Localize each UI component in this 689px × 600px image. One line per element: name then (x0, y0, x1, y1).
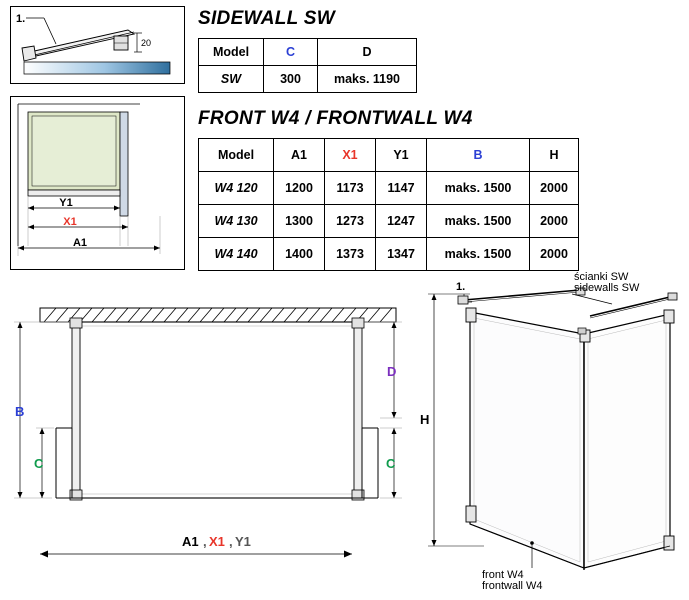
cell-y1: 1347 (376, 238, 427, 271)
elev-label-c-left: C (34, 456, 44, 471)
elev-label-d: D (387, 364, 397, 379)
cell-x1: 1373 (325, 238, 376, 271)
cell-y1: 1147 (376, 172, 427, 205)
front-caption-en: frontwall W4 (482, 580, 543, 592)
cell-a1: 1300 (274, 205, 325, 238)
plan-label-x1: X1 (63, 216, 77, 228)
persp-label-h: H (420, 412, 430, 427)
cell-c: 300 (264, 66, 318, 93)
front-elevation-view (4, 288, 424, 596)
post-left (72, 322, 80, 498)
header-d: D (318, 39, 417, 66)
table-row (199, 172, 579, 205)
detail-dim-20-text: 20 (141, 38, 152, 48)
header-b: B (427, 139, 530, 172)
rail-right (590, 296, 674, 316)
cell-model: SW (199, 66, 264, 93)
header-a1: A1 (274, 139, 325, 172)
plan-view (10, 96, 185, 270)
table-header-row (199, 139, 579, 172)
cell-h: 2000 (530, 238, 579, 271)
perspective-view (412, 268, 687, 600)
cell-d: maks. 1190 (318, 66, 417, 93)
post-right (354, 322, 362, 498)
header-y1: Y1 (376, 139, 427, 172)
header-x1: X1 (325, 139, 376, 172)
elev-label-x1: X1 (209, 534, 225, 549)
sidewall-caption (574, 272, 639, 294)
frontwall-table (198, 138, 579, 271)
sidewall-table (198, 38, 417, 93)
table-row (199, 66, 417, 93)
cell-x1: 1273 (325, 205, 376, 238)
cell-h: 2000 (530, 205, 579, 238)
header-model: Model (199, 139, 274, 172)
header-h: H (530, 139, 579, 172)
table-row (199, 238, 579, 271)
elev-label-b: B (15, 404, 25, 419)
title-frontwall: FRONT W4 / FRONTWALL W4 (198, 108, 473, 129)
cell-h: 2000 (530, 172, 579, 205)
cell-model: W4 120 (199, 172, 274, 205)
cell-x1: 1173 (325, 172, 376, 205)
plan-label-a1: A1 (72, 237, 88, 249)
front-caption-pl: front W4 (482, 569, 524, 581)
elev-label-a1: A1 (182, 534, 199, 549)
sidewall-caption-en: sidewalls SW (574, 282, 640, 294)
elev-label-c-right: C (386, 456, 396, 471)
table-header-row (199, 39, 417, 66)
cell-b: maks. 1500 (427, 238, 530, 271)
cell-y1: 1247 (376, 205, 427, 238)
front-caption (482, 570, 543, 592)
cell-b: maks. 1500 (427, 205, 530, 238)
plan-label-y1: Y1 (59, 197, 73, 209)
cell-a1: 1400 (274, 238, 325, 271)
cell-model: W4 140 (199, 238, 274, 271)
rail-left (464, 290, 580, 300)
front-panel-w4 (470, 312, 584, 568)
detail-view-top-left (10, 6, 185, 84)
elev-label-y1: Y1 (235, 534, 251, 549)
cell-b: maks. 1500 (427, 172, 530, 205)
svg-text:,: , (229, 534, 233, 549)
sidewall-caption-pl: ścianki SW (574, 271, 629, 283)
header-c: C (264, 39, 318, 66)
ceiling-hatch (40, 308, 396, 322)
detail-callout-label: 1. (16, 13, 26, 25)
title-sidewall: SIDEWALL SW (198, 8, 336, 29)
header-model: Model (199, 39, 264, 66)
persp-callout-label: 1. (456, 281, 466, 293)
sidewall-panel-sw (584, 314, 670, 568)
cell-a1: 1200 (274, 172, 325, 205)
svg-text:,: , (203, 534, 207, 549)
cell-model: W4 130 (199, 205, 274, 238)
table-row (199, 205, 579, 238)
